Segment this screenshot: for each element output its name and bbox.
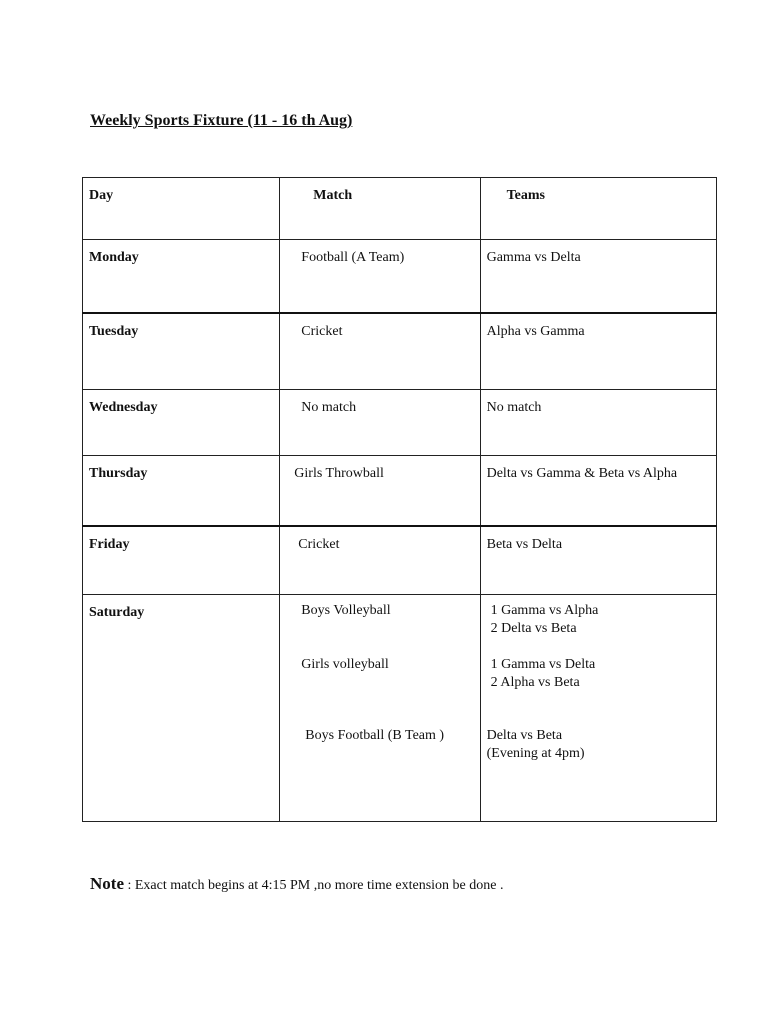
note-label: Note	[90, 874, 124, 893]
saturday-teams-1b: 2 Delta vs Beta	[490, 621, 577, 636]
row-teams: Delta vs Gamma & Beta vs Alpha	[486, 466, 678, 481]
row-teams: Gamma vs Delta	[486, 250, 581, 265]
saturday-teams-2b: 2 Alpha vs Beta	[490, 675, 580, 690]
row-day: Saturday	[89, 605, 145, 620]
row-match: Football (A Team)	[301, 250, 405, 265]
fixture-table	[82, 177, 717, 822]
saturday-match-2: Girls volleyball	[301, 657, 389, 672]
saturday-teams-2a: 1 Gamma vs Delta	[490, 657, 596, 672]
saturday-match-1: Boys Volleyball	[301, 603, 391, 618]
row-teams: Alpha vs Gamma	[486, 323, 585, 339]
saturday-teams-3a: Delta vs Beta	[486, 728, 563, 743]
header-teams: Teams	[506, 188, 545, 203]
table-row-saturday	[83, 595, 717, 822]
table-row	[83, 240, 717, 313]
row-match: Girls Throwball	[294, 466, 384, 481]
row-day: Monday	[89, 250, 139, 265]
row-match: Cricket	[298, 536, 340, 552]
table-row	[83, 526, 717, 595]
row-day: Tuesday	[89, 323, 139, 339]
row-teams: Beta vs Delta	[486, 536, 563, 552]
page-title: Weekly Sports Fixture (11 - 16 th Aug)	[90, 112, 353, 129]
header-day: Day	[89, 188, 114, 203]
row-day: Friday	[89, 536, 130, 552]
row-day: Thursday	[89, 466, 148, 481]
row-day: Wednesday	[89, 400, 158, 415]
row-teams: No match	[486, 400, 542, 415]
row-match: Cricket	[301, 323, 343, 339]
saturday-teams-1a: 1 Gamma vs Alpha	[490, 603, 599, 618]
row-match: No match	[301, 400, 357, 415]
saturday-match-3: Boys Football (B Team )	[305, 728, 445, 743]
note-paragraph	[90, 874, 503, 894]
table-row	[83, 456, 717, 526]
table-row	[83, 390, 717, 456]
saturday-teams-3b: (Evening at 4pm)	[486, 746, 585, 761]
header-match: Match	[313, 188, 353, 203]
table-row	[83, 313, 717, 390]
table-header-row	[83, 178, 717, 240]
note-text: : Exact match begins at 4:15 PM ,no more time extension be done .	[123, 878, 504, 893]
